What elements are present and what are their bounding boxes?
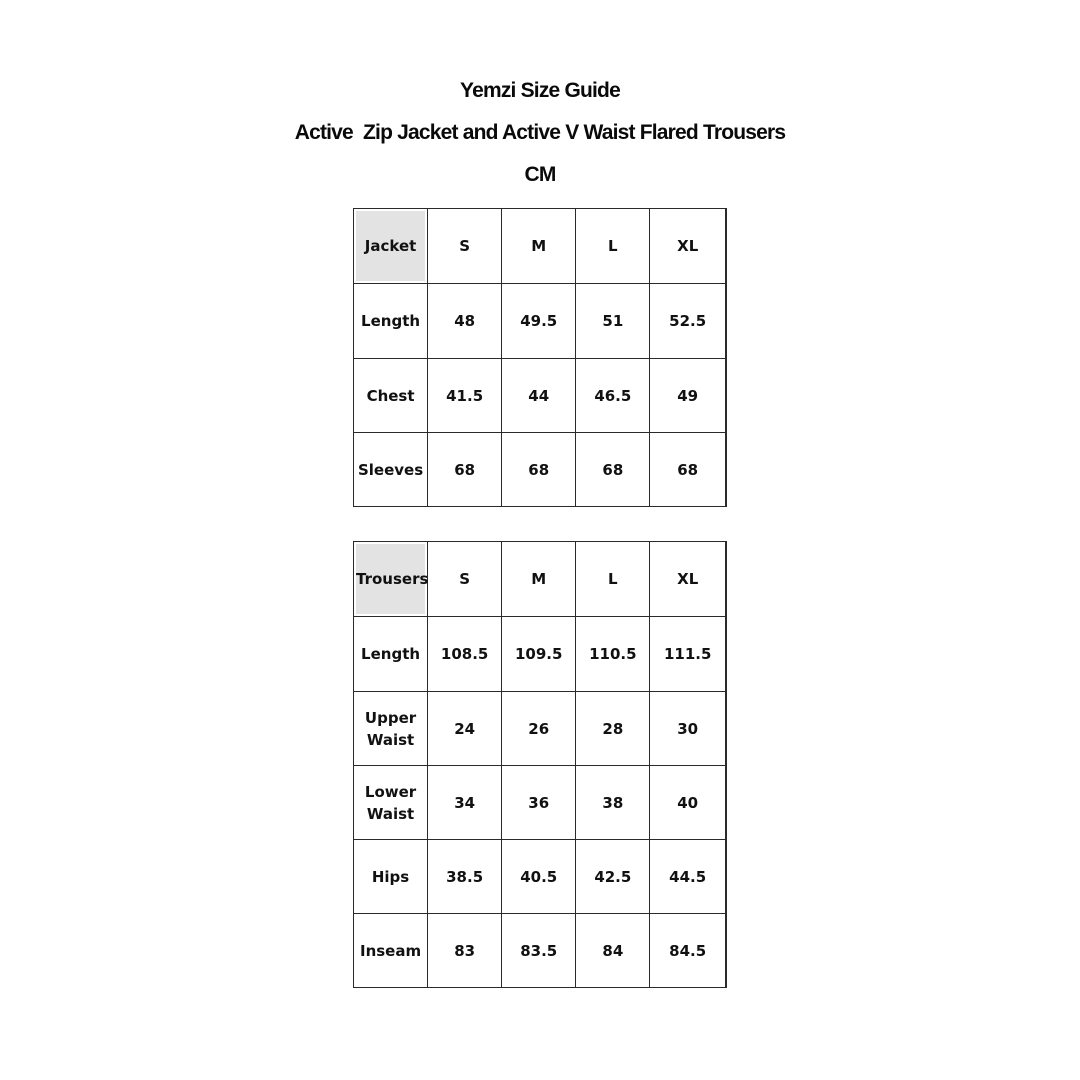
size-header-l: L <box>576 209 650 284</box>
table-cell: 109.5 <box>502 617 576 692</box>
table-cell: 38 <box>576 766 650 840</box>
table-corner-cell <box>354 209 428 284</box>
table-cell: 44.5 <box>650 840 726 914</box>
table-cell: 108.5 <box>428 617 502 692</box>
table-cell: 52.5 <box>650 284 726 359</box>
table-cell: 84.5 <box>650 914 726 988</box>
table-cell: 68 <box>576 433 650 507</box>
page-subtitle: Active Zip Jacket and Active V Waist Flared Trousers <box>294 121 786 144</box>
trousers-size-table <box>353 541 727 988</box>
table-row <box>354 617 727 692</box>
row-label: Sleeves <box>354 433 428 507</box>
page-title: Yemzi Size Guide <box>460 79 620 102</box>
table-cell: 48 <box>428 284 502 359</box>
size-header-m: M <box>502 542 576 617</box>
size-header-l: L <box>576 542 650 617</box>
table-cell: 30 <box>650 692 726 766</box>
table-cell: 51 <box>576 284 650 359</box>
table-cell: 38.5 <box>428 840 502 914</box>
table-cell: 42.5 <box>576 840 650 914</box>
table-cell: 49 <box>650 359 726 433</box>
table-cell: 68 <box>650 433 726 507</box>
table-corner-label: Jacket <box>356 211 425 281</box>
table-cell: 111.5 <box>650 617 726 692</box>
row-label: Lower Waist <box>354 766 428 840</box>
table-cell: 41.5 <box>428 359 502 433</box>
size-header-xl: XL <box>650 542 726 617</box>
table-row <box>354 433 727 507</box>
row-label: Length <box>354 617 428 692</box>
size-header-xl: XL <box>650 209 726 284</box>
table-cell: 26 <box>502 692 576 766</box>
row-label: Hips <box>354 840 428 914</box>
units-label: CM <box>524 163 556 186</box>
table-row <box>354 284 727 359</box>
size-header-s: S <box>428 209 502 284</box>
row-label: Length <box>354 284 428 359</box>
table-cell: 84 <box>576 914 650 988</box>
row-label: Upper Waist <box>354 692 428 766</box>
table-cell: 44 <box>502 359 576 433</box>
jacket-size-table <box>353 208 727 507</box>
table-row <box>354 692 727 766</box>
table-cell: 110.5 <box>576 617 650 692</box>
table-row <box>354 840 727 914</box>
table-cell: 34 <box>428 766 502 840</box>
table-corner-label: Trousers <box>356 544 425 614</box>
table-cell: 68 <box>502 433 576 507</box>
table-row <box>354 766 727 840</box>
size-header-m: M <box>502 209 576 284</box>
table-cell: 83.5 <box>502 914 576 988</box>
table-cell: 49.5 <box>502 284 576 359</box>
table-cell: 46.5 <box>576 359 650 433</box>
table-cell: 24 <box>428 692 502 766</box>
table-row <box>354 914 727 988</box>
table-cell: 40.5 <box>502 840 576 914</box>
table-cell: 40 <box>650 766 726 840</box>
size-header-s: S <box>428 542 502 617</box>
table-header-row <box>354 209 727 284</box>
row-label: Inseam <box>354 914 428 988</box>
row-label: Chest <box>354 359 428 433</box>
table-cell: 83 <box>428 914 502 988</box>
table-cell: 28 <box>576 692 650 766</box>
table-row <box>354 359 727 433</box>
table-header-row <box>354 542 727 617</box>
table-cell: 36 <box>502 766 576 840</box>
table-cell: 68 <box>428 433 502 507</box>
table-corner-cell <box>354 542 428 617</box>
